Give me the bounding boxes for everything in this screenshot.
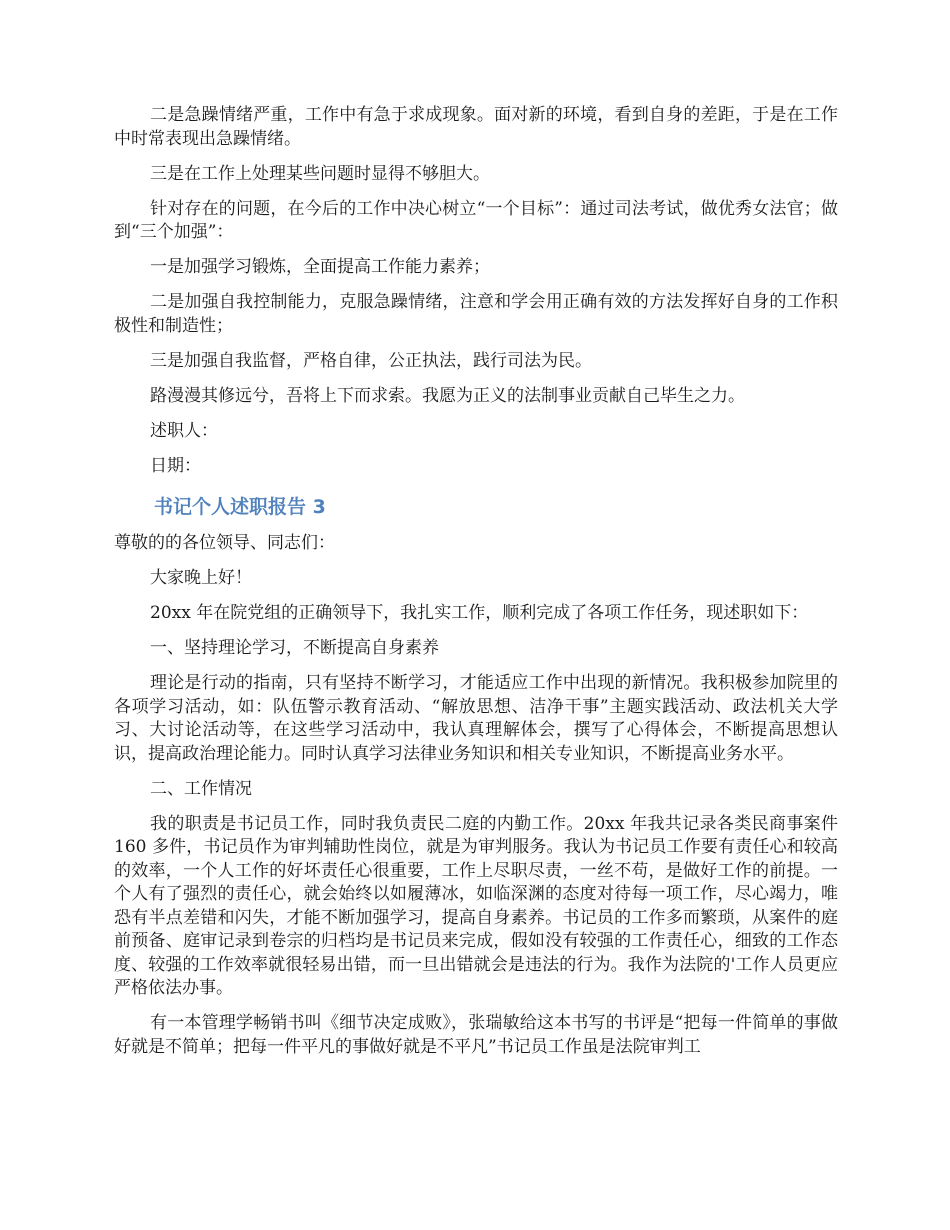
paragraph: 二是急躁情绪严重，工作中有急于求成现象。面对新的环境，看到自身的差距，于是在工作中时常表现出急躁情绪。 xyxy=(114,105,838,149)
paragraph: 二是加强自我控制能力，克服急躁情绪，注意和学会用正确有效的方法发挥好自身的工作积极性和制造性； xyxy=(114,292,838,336)
paragraph: 针对存在的问题，在今后的工作中决心树立“一个目标”：通过司法考试，做优秀女法官；做到“三个加强”： xyxy=(114,198,838,242)
subheading: 二、工作情况 xyxy=(150,778,252,799)
signature-line: 述职人： xyxy=(150,420,218,441)
paragraph: 理论是行动的指南，只有坚持不断学习，才能适应工作中出现的新情况。我积极参加院里的各项学习活动，如：队伍警示教育活动、“解放思想、洁净干事”主题实践活动、政法机关大学习、大讨论活动等，在这些学习活动中，我认真理解体会，撰写了心得体会，不断提高思想认识，提高政治理论能力。同时认真学习法律业务知识和相关专业知识，不断提高业务水平。 xyxy=(114,673,838,764)
paragraph: 路漫漫其修远兮，吾将上下而求索。我愿为正义的法制事业贡献自己毕生之力。 xyxy=(150,385,745,406)
salutation: 尊敬的的各位领导、同志们： xyxy=(114,533,335,553)
paragraph: 大家晚上好！ xyxy=(150,568,252,588)
document-body xyxy=(114,104,838,1071)
paragraph: 我的职责是书记员工作，同时我负责民二庭的内勤工作。20xx 年我共记录各类民商事案件 160 多件，书记员作为审判辅助性岗位，就是为审判服务。我认为书记员工作要有责任心和较高的效率，一个人工作的好坏责任心很重要，工作上尽职尽责，一丝不苟，是做好工作的前提。一个人有了强烈的责任心，就会始终以如履薄冰，如临深渊的态度对待每一项工作，尽心竭力，唯恐有半点差错和闪失，才能不断加强学习，提高自身素养。书记员的工作多而繁琐，从案件的庭前预备、庭审记录到卷宗的归档均是书记员来完成，假如没有较强的工作责任心，细致的工作态度、较强的工作效率就很轻易出错，而一旦出错就会是违法的行为。我作为法院的'工作人员更应严格依法办事。 xyxy=(114,813,838,998)
section-heading: 书记个人述职报告 3 xyxy=(154,496,326,518)
date-line: 日期： xyxy=(150,455,201,476)
paragraph: 三是在工作上处理某些问题时显得不够胆大。 xyxy=(150,163,490,184)
paragraph: 20xx 年在院党组的正确领导下，我扎实工作，顺利完成了各项工作任务，现述职如下： xyxy=(150,603,809,623)
paragraph: 有一本管理学畅销书叫《细节决定成败》，张瑞敏给这本书写的书评是“把每一件简单的事做好就是不简单；把每一件平凡的事做好就是不平凡”书记员工作虽是法院审判工 xyxy=(114,1013,838,1057)
paragraph: 一是加强学习锻炼，全面提高工作能力素养； xyxy=(150,257,490,277)
subheading: 一、坚持理论学习，不断提高自身素养 xyxy=(150,638,439,658)
paragraph: 三是加强自我监督，严格自律，公正执法，践行司法为民。 xyxy=(150,350,592,371)
